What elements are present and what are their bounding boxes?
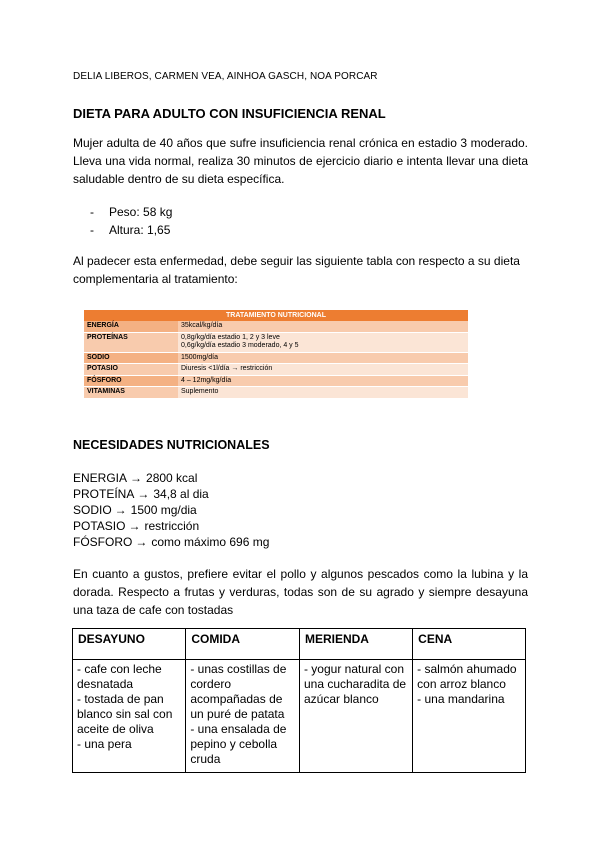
meal-item: - yogur natural con una cucharadita de azúcar blanco — [303, 662, 407, 706]
need-value: como máximo 696 mg — [151, 535, 270, 549]
arrow-icon: → — [114, 503, 127, 517]
merienda-cell — [299, 660, 412, 773]
intro-paragraph: Mujer adulta de 40 años que sufre insuficiencia renal crónica en estadio 3 moderado. Lleva una vida normal, realiza 30 minutos de ejercicio diario e intenta llevar una dieta saludable dentro de su dieta específica. — [73, 136, 528, 186]
row-value-line: 0,8g/kg/día estadio 1, 2 y 3 leve — [181, 333, 280, 341]
nutrition-treatment-table — [84, 310, 468, 399]
row-key: ENERGÍA — [84, 321, 178, 332]
need-value: 1500 mg/dia — [130, 503, 197, 517]
cena-cell — [413, 660, 526, 773]
need-label: SODIO — [73, 503, 112, 517]
table-intro-paragraph: Al padecer esta enfermedad, debe seguir las siguiente tabla con respecto a su dieta complementaria al tratamiento: — [73, 254, 520, 286]
column-header-cena: CENA — [413, 629, 526, 660]
row-key: POTASIO — [84, 364, 178, 376]
meal-plan-table — [72, 628, 526, 773]
patient-measures-list — [90, 203, 172, 239]
column-header-merienda: MERIENDA — [299, 629, 412, 660]
list-item-height: - Altura: 1,65 — [90, 221, 172, 239]
meal-item: - salmón ahumado con arroz blanco — [417, 662, 517, 691]
meal-item: - una pera — [77, 737, 132, 751]
meal-item: - una ensalada de pepino y cebolla cruda — [190, 722, 287, 766]
list-item — [73, 502, 269, 518]
row-value: 4 – 12mg/kg/día — [178, 375, 468, 387]
list-item — [73, 518, 269, 534]
need-label: POTASIO — [73, 519, 126, 533]
table-row — [84, 332, 468, 352]
meal-item: - cafe con leche desnatada — [77, 662, 162, 691]
table-row — [84, 321, 468, 332]
authors-line: DELIA LIBEROS, CARMEN VEA, AINHOA GASCH, NOA PORCAR — [73, 71, 378, 82]
meal-item: - una mandarina — [417, 692, 505, 706]
arrow-icon: → — [128, 519, 141, 533]
row-key: PROTEÍNAS — [84, 332, 178, 352]
desayuno-cell — [73, 660, 186, 773]
document-title: DIETA PARA ADULTO CON INSUFICIENCIA RENAL — [73, 106, 386, 121]
table-row — [84, 364, 468, 376]
need-value: restricción — [144, 519, 200, 533]
need-value: 34,8 al dia — [153, 487, 209, 501]
arrow-icon: → — [130, 471, 143, 485]
arrow-icon: → — [135, 535, 148, 549]
needs-list — [73, 470, 269, 550]
need-label: FÓSFORO — [73, 535, 133, 549]
row-value: 35kcal/kg/día — [178, 321, 468, 332]
row-value: Diuresis <1l/día → restricción — [178, 364, 468, 376]
row-value-line: 0,6g/kg/día estadio 3 moderado, 4 y 5 — [181, 342, 299, 349]
list-item — [73, 486, 269, 502]
arrow-icon: → — [137, 487, 150, 501]
row-key: SODIO — [84, 352, 178, 364]
needs-heading: NECESIDADES NUTRICIONALES — [73, 438, 270, 452]
row-key: FÓSFORO — [84, 375, 178, 387]
table-row — [84, 387, 468, 399]
column-header-desayuno: DESAYUNO — [73, 629, 186, 660]
list-item — [73, 470, 269, 486]
column-header-comida: COMIDA — [186, 629, 300, 660]
table-row — [84, 375, 468, 387]
row-value: Suplemento — [178, 387, 468, 399]
tastes-paragraph: En cuanto a gustos, prefiere evitar el pollo y algunos pescados como la lubina y la dorada. Respecto a frutas y verduras, todas son de su agrado y siempre desayuna una taza de cafe con tostadas — [73, 567, 528, 617]
row-key: VITAMINAS — [84, 387, 178, 399]
need-label: ENERGIA — [73, 471, 128, 485]
need-value: 2800 kcal — [146, 471, 198, 485]
meal-item: - unas costillas de cordero acompañadas de un puré de patata — [190, 662, 287, 721]
table-row — [84, 352, 468, 364]
list-item — [73, 534, 269, 550]
meal-item: - tostada de pan blanco sin sal con aceite de oliva — [77, 692, 173, 736]
need-label: PROTEÍNA — [73, 487, 135, 501]
row-value — [178, 332, 468, 352]
row-value: 1500mg/día — [178, 352, 468, 364]
comida-cell — [186, 660, 300, 773]
treatment-table-header: TRATAMIENTO NUTRICIONAL — [84, 310, 468, 321]
list-item-weight: - Peso: 58 kg — [90, 203, 172, 221]
